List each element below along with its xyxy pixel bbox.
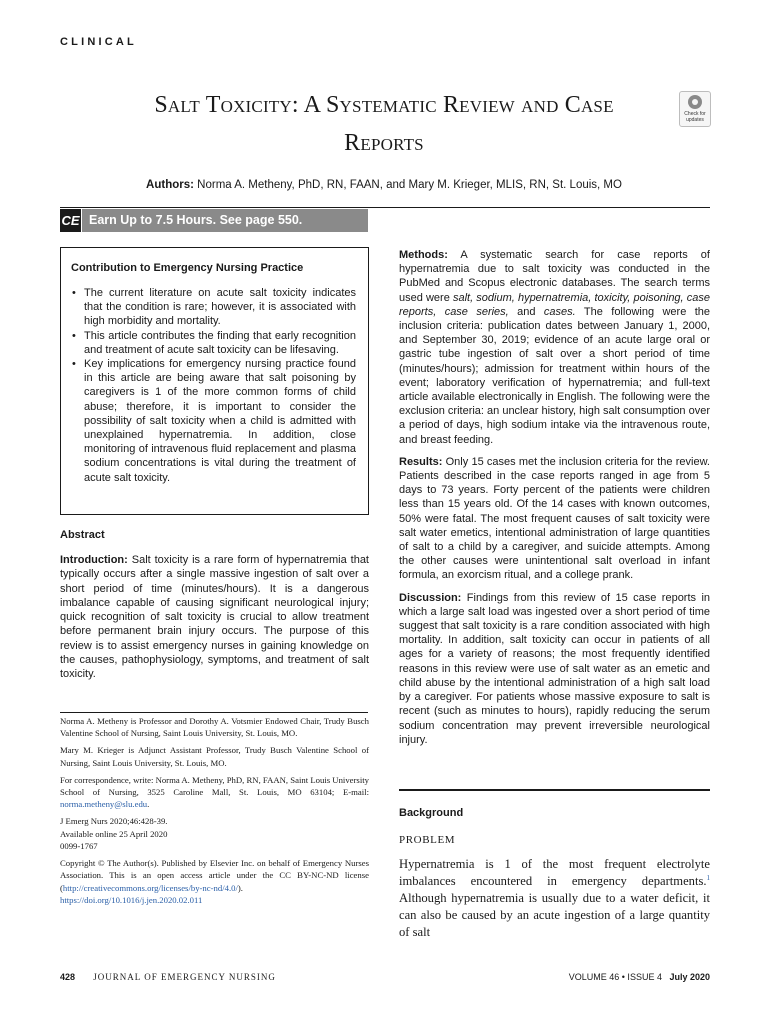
background-text-1: Hypernatremia is 1 of the most frequent electrolyte imbalances encountered in emergency departments. xyxy=(399,857,710,888)
abstract-introduction xyxy=(60,553,369,682)
methods-text-1: A systematic search for case reports of hypernatremia due to salt toxicity was conducted in the PubMed and Scopus electronic databases. The search terms used were xyxy=(399,249,710,304)
contribution-item: • Key implications for emergency nursing practice found in this article are being aware that salt poisoning by caregivers is 1 of the more common forms of child abuse; therefore, it is important to consider the possibility of salt toxicity when a child is admitted with unexplained hypernatremia. In addition, close monitoring of intravenous fluid replacement and plasma sodium concentrations is vital during the treatment of acute salt toxicity. xyxy=(71,357,356,485)
methods-text-2: The following were the inclusion criteria: publication dates between January 1, 2000, and September 30, 2019; evidence of an acute large oral or gastric tube ingestion of salt over a short period of time (minutes/hours); admission for treatment within hours of the event; laboratory verification of hypernatremia; and full-text article available electronically in English. The following were the exclusion criteria: an unclear history, high salt consumption over a period of days, high sodium intake via the intravenous route, and breast feeding. xyxy=(399,305,711,446)
abstract-discussion xyxy=(399,591,710,747)
title-line-2: Reports xyxy=(344,130,424,156)
background-text-2: Although hypernatremia is usually due to a water deficit, it can also be caused by an acute ingestion of a large quantity of salt xyxy=(399,891,710,939)
footer-right xyxy=(569,972,710,982)
issue-date: July 2020 xyxy=(669,972,710,982)
abstract-methods xyxy=(399,248,710,447)
authors-label: Authors: xyxy=(146,179,194,191)
footer-left xyxy=(60,972,276,982)
background-paragraph xyxy=(399,856,710,941)
methods-terms: salt, sodium, hypernatremia, toxicity, poisoning, case reports, case series, xyxy=(399,291,710,318)
email-link[interactable]: norma.metheny@slu.edu xyxy=(60,799,148,810)
footnotes xyxy=(60,715,369,911)
contribution-title: Contribution to Emergency Nursing Practice xyxy=(71,262,304,274)
discussion-label: Discussion: xyxy=(399,591,462,604)
discussion-text: Findings from this review of 15 case reports in which a large salt load was ingested over a short period of time suggest that salt toxicity is a rare condition associated with high mortality. In addition, salt toxicity can occur in patients of all ages for a variety of reasons; the most frequently identified reasons in this review were use of salt water as an emetic and child abuse by the intentional administration of a high salt load by a caregiver. For patients whose massive exposure to salt is recent (such as minutes to hours), rapidly reducing the serum sodium concentration may prevent irreversible neurological injury. xyxy=(399,591,711,746)
footnote-copyright xyxy=(60,857,369,907)
problem-subheading: PROBLEM xyxy=(399,834,456,846)
methods-label: Methods: xyxy=(399,249,448,261)
abstract-heading: Abstract xyxy=(60,529,105,541)
authors-names: Norma A. Metheny, PhD, RN, FAAN, and Mary M. Krieger, MLIS, RN, St. Louis, MO xyxy=(197,179,622,191)
ce-banner xyxy=(60,209,368,232)
footnote-citation: J Emerg Nurs 2020;46:428-39. xyxy=(60,816,168,827)
check-for-updates-badge[interactable] xyxy=(679,91,711,127)
abstract-results xyxy=(399,455,710,583)
ce-text: Earn Up to 7.5 Hours. See page 550. xyxy=(82,209,368,232)
results-label: Results: xyxy=(399,455,443,468)
methods-and: and xyxy=(517,305,536,318)
volume-issue: VOLUME 46 • ISSUE 4 xyxy=(568,972,662,982)
article-title xyxy=(100,86,668,162)
results-text: Only 15 cases met the inclusion criteria for the review. Patients described in the case reports ranged in age from 5 days to 73 years. Forty percent of the patients were children less than 15 years old. Of the 14 cases with known outcomes, 50% were fatal. The most frequent causes of salt toxicity were salt water emetics, intentional administration of large quantities of salt to a child by a caregiver, and suicide attempts. Among the other causes were unintentional salt overload in infant formula, an exorcism ritual, and a college prank. xyxy=(399,455,710,582)
section-label: CLINICAL xyxy=(60,36,137,48)
background-rule xyxy=(399,789,710,791)
update-icon xyxy=(688,95,702,109)
footnote-author-1: Norma A. Metheny is Professor and Dorothy A. Votsmier Endowed Chair, Trudy Busch Valentine School of Nursing, Saint Louis University, St. Louis, MO. xyxy=(60,716,369,739)
introduction-text: Salt toxicity is a rare form of hypernatremia that typically occurs after a single massive ingestion of salt over a short period of time (minutes/hours). It is a dangerous imbalance capable of causing significant neurological injury; quick recognition of salt toxicity is crucial to allow treatment before permanent brain injury occurs. The purpose of this review is to assist emergency nurses in gaining knowledge on the causes, pathophysiology, symptoms, and treatment of salt toxicity. xyxy=(60,554,369,681)
header-rule xyxy=(60,207,710,208)
contribution-item: • This article contributes the finding that early recognition and treatment of acute salt toxicity can be lifesaving. xyxy=(71,329,356,357)
footnote-rule xyxy=(60,712,368,713)
background-heading: Background xyxy=(399,807,464,819)
footnote-issn: 0099-1767 xyxy=(60,841,98,852)
badge-caption: Check for updates xyxy=(684,111,706,123)
footnote-author-2: Mary M. Krieger is Adjunct Assistant Professor, Trudy Busch Valentine School of Nursing, Saint Louis University, St. Louis, MO. xyxy=(60,745,369,768)
email-end: . xyxy=(147,799,150,810)
methods-cases: cases. xyxy=(543,305,576,318)
doi-link[interactable]: https://doi.org/10.1016/j.jen.2020.02.011 xyxy=(60,895,203,906)
page-number: 428 xyxy=(60,972,76,982)
authors-line xyxy=(60,179,708,191)
journal-name: JOURNAL OF EMERGENCY NURSING xyxy=(93,972,276,982)
title-line-1: Salt Toxicity: A Systematic Review and Case xyxy=(154,92,614,118)
license-link[interactable]: http://creativecommons.org/licenses/by-nc-nd/4.0/ xyxy=(62,882,238,893)
copyright-text: Copyright © The Author(s). Published by Elsevier Inc. on behalf of Emergency Nurses Association. This is an open access article under the CC BY-NC-ND license ( xyxy=(60,858,369,893)
footnote-correspondence xyxy=(60,774,369,811)
contribution-box xyxy=(60,247,369,515)
ce-tag: CE xyxy=(60,209,81,232)
contribution-item: • The current literature on acute salt toxicity indicates that the condition is rare; however, it is associated with high morbidity and mortality. xyxy=(71,286,356,329)
reference-link[interactable]: 1 xyxy=(706,873,710,882)
introduction-label: Introduction: xyxy=(60,554,128,566)
contribution-list xyxy=(71,286,356,485)
footnote-available: Available online 25 April 2020 xyxy=(60,828,168,839)
copyright-end: ). xyxy=(237,882,243,893)
correspondence-text: For correspondence, write: Norma A. Metheny, PhD, RN, FAAN, Saint Louis University School of Nursing, 3525 Caroline Mall, St. Louis, MO 63104; E-mail: xyxy=(60,774,369,798)
abstract-right-column xyxy=(399,248,710,755)
